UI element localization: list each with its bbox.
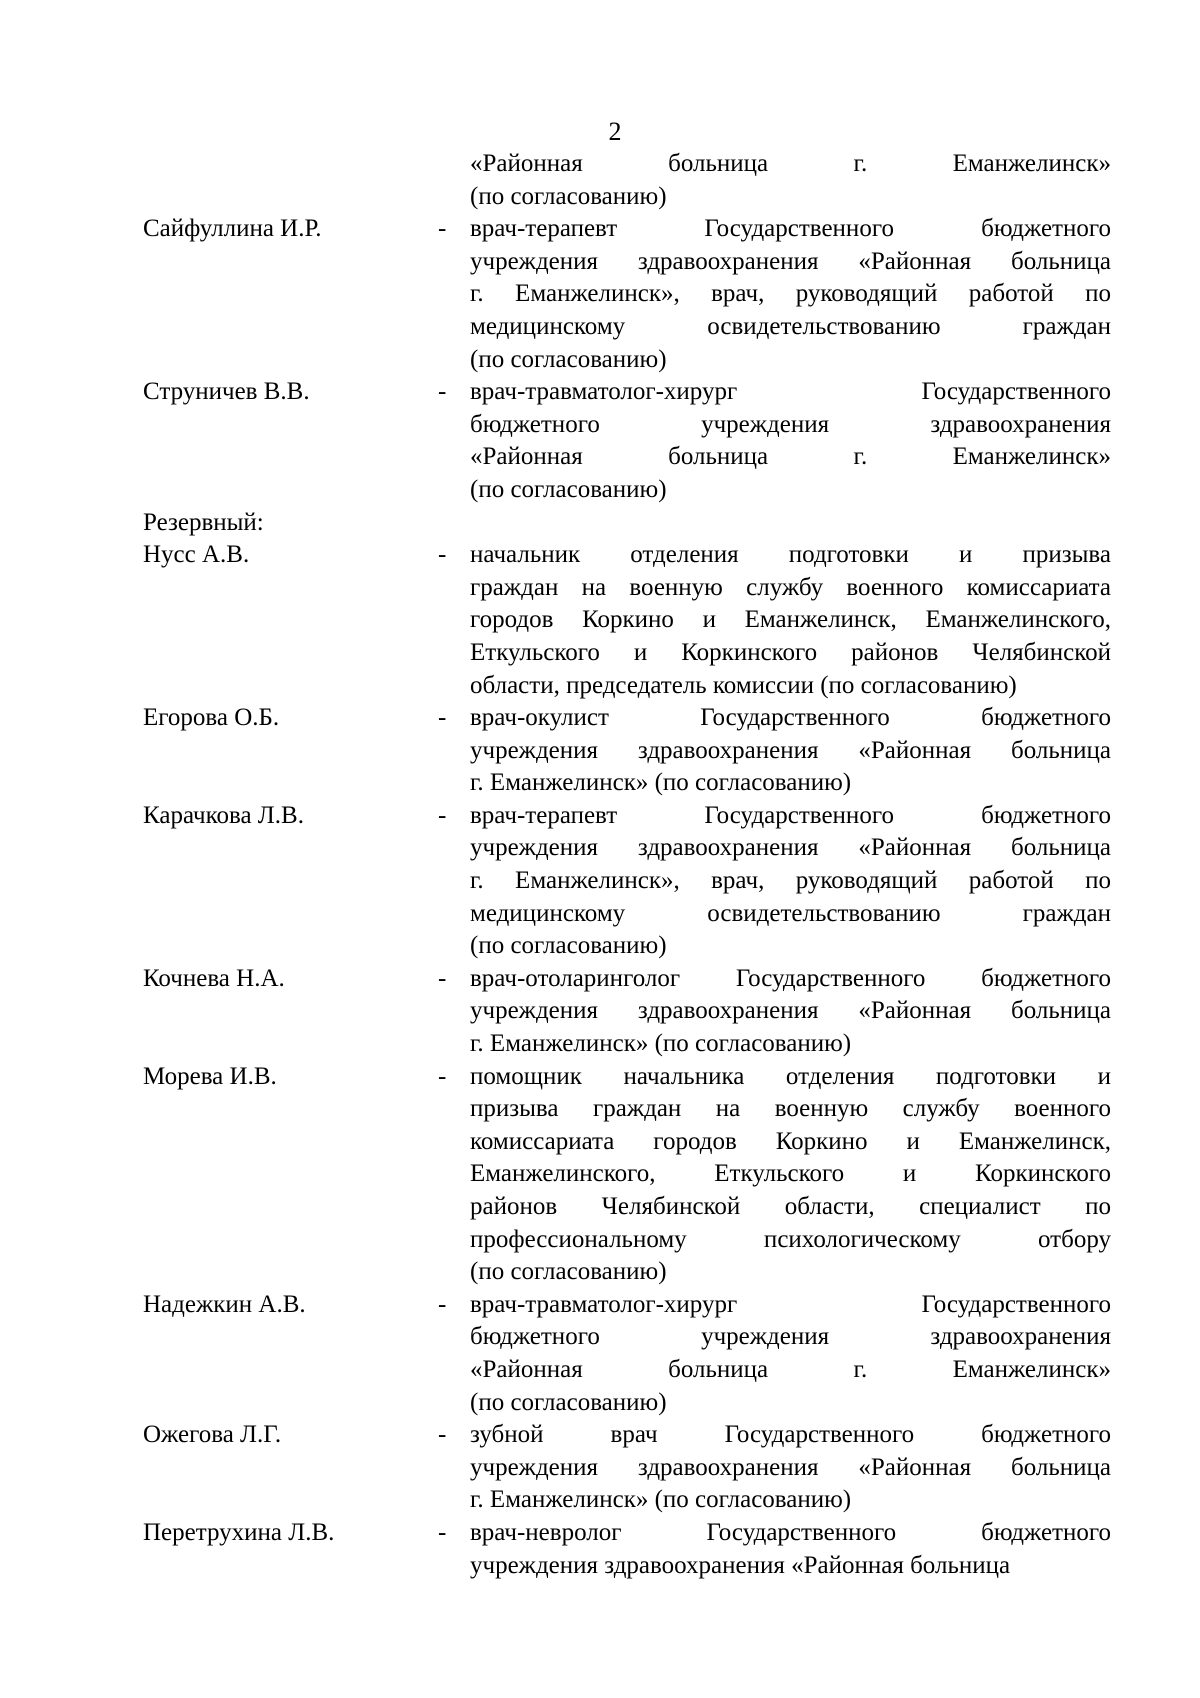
description-line: г. Еманжелинск», врач, руководящий работой по <box>470 867 1111 895</box>
description-line: учреждения здравоохранения «Районная больница <box>470 736 1111 764</box>
member-entry <box>143 1061 1123 1289</box>
description-line: врач-терапевт Государственного бюджетного <box>470 801 1111 829</box>
member-name: Карачкова Л.В. <box>143 801 304 829</box>
member-entry <box>143 376 1123 506</box>
description-line: учреждения здравоохранения «Районная больница <box>470 1551 1011 1579</box>
description-line: бюджетного учреждения здравоохранения <box>470 410 1111 438</box>
entry-description <box>470 148 1111 213</box>
member-description <box>470 702 1111 800</box>
entry-dash <box>438 148 470 213</box>
description-line: «Районная больница г. Еманжелинск» <box>470 150 1111 177</box>
member-name: Кочнева Н.А. <box>143 964 285 992</box>
member-entry <box>143 702 1123 800</box>
description-line: начальник отделения подготовки и призыва <box>470 541 1111 569</box>
description-line: врач-окулист Государственного бюджетного <box>470 704 1111 732</box>
continuation-entry <box>143 148 1123 213</box>
description-line: учреждения здравоохранения «Районная больница <box>470 1453 1111 1481</box>
member-dash: - <box>438 215 447 243</box>
description-line: врач-терапевт Государственного бюджетного <box>470 215 1111 243</box>
member-entry <box>143 1517 1123 1582</box>
member-dash: - <box>438 1518 447 1546</box>
description-line: «Районная больница г. Еманжелинск» <box>470 443 1111 471</box>
description-line: г. Еманжелинск» (по согласованию) <box>470 1486 852 1514</box>
description-line: (по согласованию) <box>470 1258 667 1286</box>
page-number: 2 <box>608 117 622 146</box>
reserve-members-list <box>143 539 1123 1582</box>
description-line: городов Коркино и Еманжелинск, Еманжелинского, <box>470 606 1111 634</box>
description-line: (по согласованию) <box>470 345 667 373</box>
member-name: Егорова О.Б. <box>143 704 280 732</box>
member-entry <box>143 213 1123 376</box>
member-name: Сайфуллина И.Р. <box>143 215 322 243</box>
description-line: комиссариата городов Коркино и Еманжелинск, <box>470 1127 1111 1155</box>
member-dash: - <box>438 1290 447 1318</box>
member-entry <box>143 539 1123 702</box>
member-entry <box>143 800 1123 963</box>
member-dash: - <box>438 378 447 406</box>
member-entry <box>143 963 1123 1061</box>
description-line: районов Челябинской области, специалист по <box>470 1193 1111 1220</box>
member-description <box>470 1289 1111 1419</box>
member-description <box>470 963 1111 1061</box>
member-dash: - <box>438 704 447 732</box>
member-name: Надежкин А.В. <box>143 1290 306 1318</box>
description-line: помощник начальника отделения подготовки и <box>470 1062 1111 1090</box>
description-line: призыва граждан на военную службу военного <box>470 1095 1111 1123</box>
section-title-reserve: Резервный: <box>143 508 264 536</box>
commission-list <box>143 148 1123 1582</box>
description-line: (по согласованию) <box>470 1388 667 1416</box>
member-description <box>470 1061 1111 1289</box>
description-line: учреждения здравоохранения «Районная больница <box>470 247 1111 275</box>
description-line: врач-травматолог-хирург Государственного <box>470 378 1111 406</box>
member-dash: - <box>438 1062 447 1090</box>
member-dash: - <box>438 964 447 992</box>
description-line: г. Еманжелинск», врач, руководящий работой по <box>470 280 1111 308</box>
description-line: (по согласованию) <box>470 475 667 503</box>
entry-name <box>143 148 438 213</box>
description-line: врач-невролог Государственного бюджетного <box>470 1518 1111 1546</box>
member-description <box>470 1419 1111 1517</box>
description-line: «Районная больница г. Еманжелинск» <box>470 1355 1111 1383</box>
member-name: Морева И.В. <box>143 1062 277 1090</box>
description-line: области, председатель комиссии (по согласованию) <box>470 671 1017 699</box>
description-line: г. Еманжелинск» (по согласованию) <box>470 1030 852 1058</box>
description-line: (по согласованию) <box>470 182 667 210</box>
member-description <box>470 213 1111 376</box>
description-line: бюджетного учреждения здравоохранения <box>470 1323 1111 1351</box>
description-line: врач-отоларинголог Государственного бюджетного <box>470 964 1111 992</box>
description-line: г. Еманжелинск» (по согласованию) <box>470 769 852 797</box>
description-line: зубной врач Государственного бюджетного <box>470 1421 1111 1449</box>
description-line: учреждения здравоохранения «Районная больница <box>470 997 1111 1025</box>
member-dash: - <box>438 1421 447 1449</box>
description-line: врач-травматолог-хирург Государственного <box>470 1290 1111 1318</box>
description-line: профессиональному психологическому отбору <box>470 1225 1111 1253</box>
member-description <box>470 539 1111 702</box>
member-dash: - <box>438 541 447 569</box>
member-name: Струничев В.В. <box>143 378 310 406</box>
description-line: учреждения здравоохранения «Районная больница <box>470 834 1111 862</box>
member-entry <box>143 1419 1123 1517</box>
member-name: Перетрухина Л.В. <box>143 1518 335 1546</box>
description-line: медицинскому освидетельствованию граждан <box>470 899 1111 927</box>
main-members-list <box>143 213 1123 506</box>
description-line: Еманжелинского, Еткульского и Коркинского <box>470 1160 1111 1188</box>
description-line: медицинскому освидетельствованию граждан <box>470 312 1111 340</box>
description-line: граждан на военную службу военного комиссариата <box>470 573 1111 601</box>
member-description <box>470 1517 1111 1582</box>
member-description <box>470 800 1111 963</box>
member-dash: - <box>438 801 447 829</box>
member-entry <box>143 1289 1123 1419</box>
member-name: Нусс А.В. <box>143 541 250 569</box>
member-name: Ожегова Л.Г. <box>143 1421 282 1449</box>
description-line: (по согласованию) <box>470 932 667 960</box>
member-description <box>470 376 1111 506</box>
description-line: Еткульского и Коркинского районов Челябинской <box>470 638 1111 666</box>
